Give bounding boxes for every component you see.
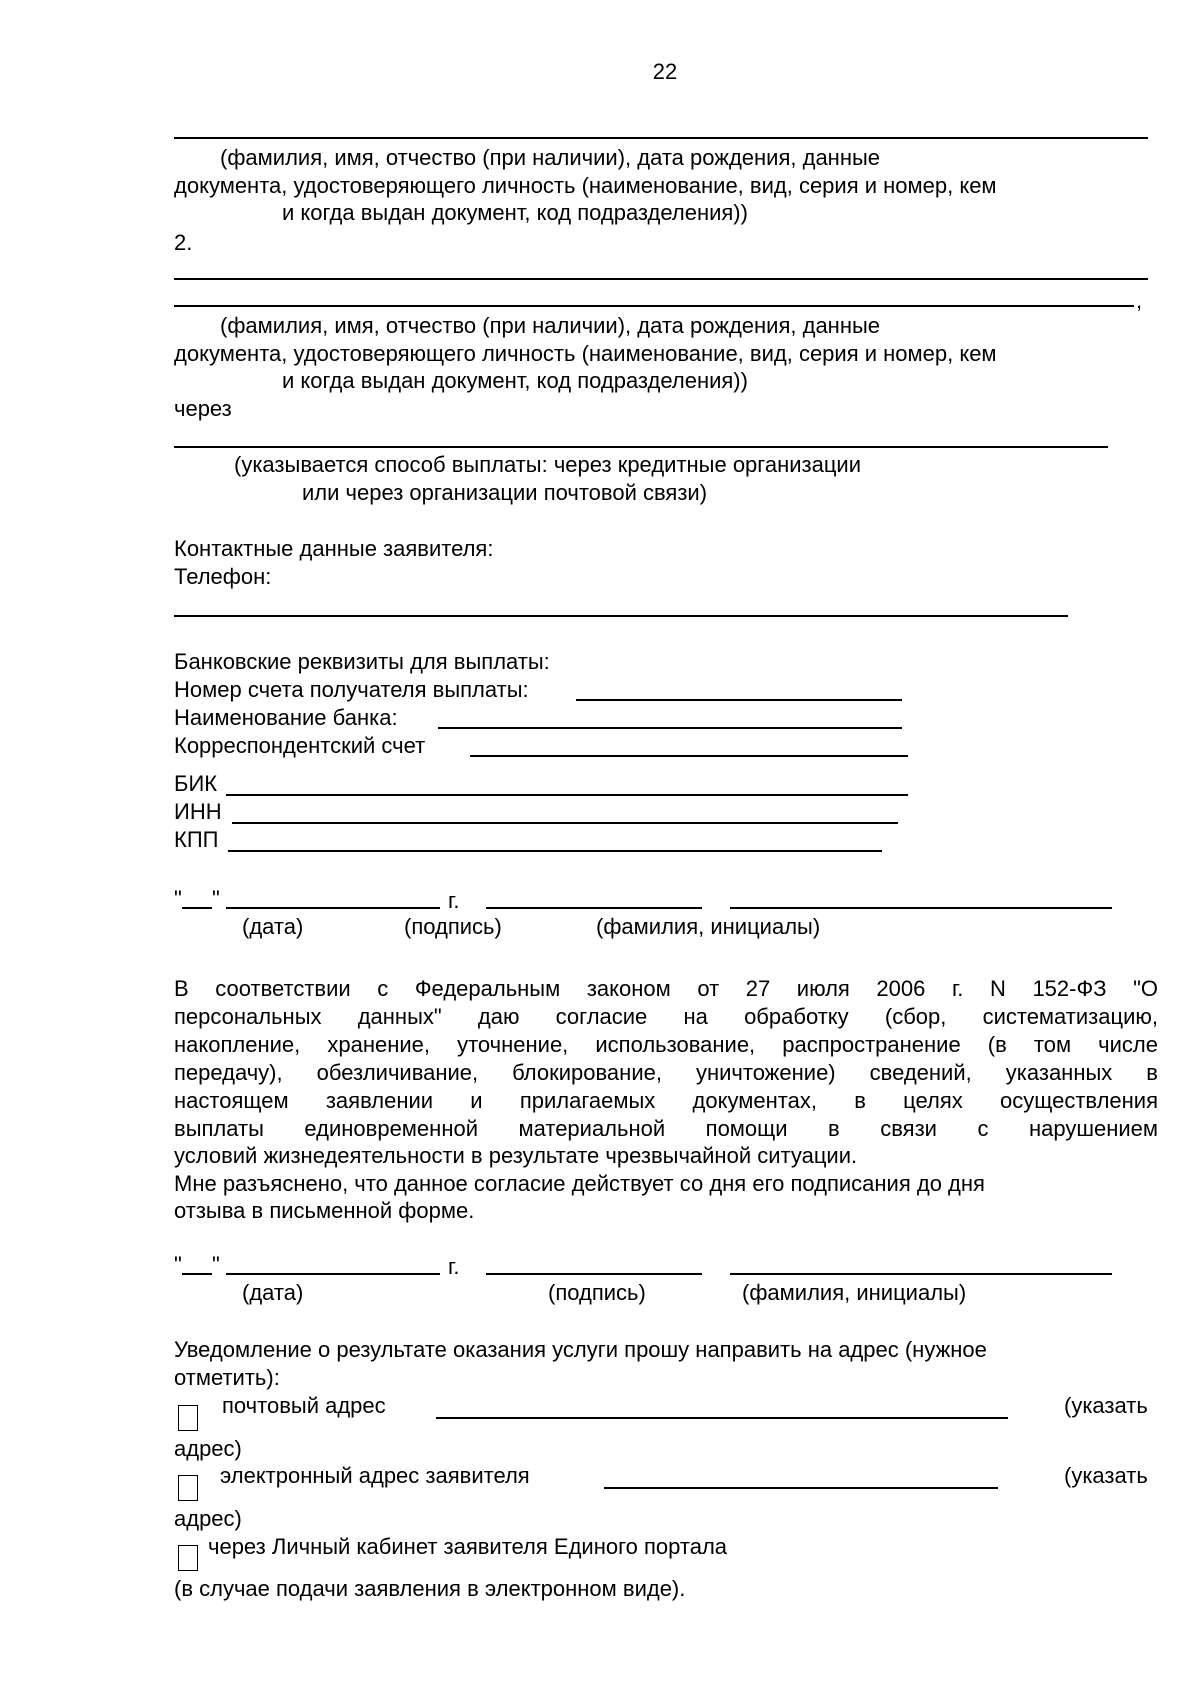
postal-address-label: почтовый адрес [222, 1393, 386, 1418]
person1-caption-line2: документа, удостоверяющего личность (наименование, вид, серия и номер, кем [174, 173, 997, 198]
phone-label: Телефон: [174, 564, 272, 589]
consent-line-2: персональных данных" даю согласие на обработку (сбор, систематизацию, [174, 1004, 1158, 1029]
account-label: Номер счета получателя выплаты: [174, 677, 529, 702]
phone-fill-line[interactable] [174, 615, 1068, 617]
notification-footer: (в случае подачи заявления в электронном виде). [174, 1576, 686, 1601]
person1-caption-line3: и когда выдан документ, код подразделения)) [282, 200, 748, 225]
sign1-quote-close: " [212, 886, 220, 911]
bank-name-label: Наименование банка: [174, 705, 398, 730]
postal-address-hint-cont: адрес) [174, 1436, 242, 1461]
sign2-name-caption: (фамилия, инициалы) [742, 1280, 967, 1305]
sign2-date-caption: (дата) [242, 1280, 304, 1305]
sign1-signature-fill-line[interactable] [486, 907, 702, 909]
sign1-name-fill-line[interactable] [730, 907, 1112, 909]
sign2-name-fill-line[interactable] [730, 1273, 1112, 1275]
person2-comma: , [1136, 288, 1143, 313]
sign1-day-fill-line[interactable] [182, 907, 212, 909]
email-address-fill-line[interactable] [604, 1487, 998, 1489]
sign2-sign-caption: (подпись) [548, 1280, 646, 1305]
consent-explain-line1: Мне разъяснено, что данное согласие действует со дня его подписания до дня [174, 1171, 985, 1196]
sign1-date-caption: (дата) [242, 914, 304, 939]
page-number: 22 [652, 59, 678, 84]
sign2-month-fill-line[interactable] [226, 1273, 440, 1275]
sign1-sign-caption: (подпись) [404, 914, 502, 939]
consent-line-6: выплаты единовременной материальной помощи в связи с нарушением [174, 1116, 1158, 1141]
bik-label: БИК [174, 771, 218, 796]
sign2-quote-close: " [212, 1252, 220, 1277]
payment-via-label: через [174, 396, 232, 421]
inn-fill-line[interactable] [232, 822, 898, 824]
email-address-checkbox[interactable] [178, 1475, 198, 1501]
person2-caption-line3: и когда выдан документ, код подразделения)) [282, 368, 748, 393]
consent-last-line: условий жизнедеятельности в результате чрезвычайной ситуации. [174, 1143, 858, 1168]
sign2-signature-fill-line[interactable] [486, 1273, 702, 1275]
kpp-fill-line[interactable] [228, 850, 882, 852]
bank-name-fill-line[interactable] [438, 727, 902, 729]
personal-cabinet-label: через Личный кабинет заявителя Единого портала [208, 1534, 728, 1559]
person2-fill-line-2[interactable] [174, 305, 1134, 307]
person2-number: 2. [174, 230, 193, 255]
notification-heading-line2: отметить): [174, 1365, 280, 1390]
consent-line-1: В соответствии с Федеральным законом от 27 июля 2006 г. N 152-ФЗ "О [174, 976, 1158, 1001]
person2-caption-line1: (фамилия, имя, отчество (при наличии), дата рождения, данные [220, 313, 881, 338]
personal-cabinet-checkbox[interactable] [178, 1545, 198, 1571]
sign1-month-fill-line[interactable] [226, 907, 440, 909]
person1-caption-line1: (фамилия, имя, отчество (при наличии), дата рождения, данные [220, 145, 881, 170]
inn-label: ИНН [174, 799, 222, 824]
postal-address-checkbox[interactable] [178, 1405, 198, 1431]
postal-address-fill-line[interactable] [436, 1417, 1008, 1419]
bik-fill-line[interactable] [226, 794, 908, 796]
consent-line-4: передачу), обезличивание, блокирование, уничтожение) сведений, указанных в [174, 1060, 1158, 1085]
account-fill-line[interactable] [576, 699, 902, 701]
corr-account-label: Корреспондентский счет [174, 733, 426, 758]
sign2-day-fill-line[interactable] [182, 1273, 212, 1275]
contacts-heading: Контактные данные заявителя: [174, 536, 494, 561]
email-address-hint-cont: адрес) [174, 1506, 242, 1531]
consent-line-5: настоящем заявлении и прилагаемых документах, в целях осуществления [174, 1088, 1158, 1113]
sign2-quote-open: " [174, 1252, 182, 1277]
sign2-year-suffix: г. [448, 1254, 460, 1279]
sign1-quote-open: " [174, 886, 182, 911]
payment-method-fill-line[interactable] [174, 446, 1108, 448]
person1-fill-line[interactable] [174, 137, 1148, 139]
email-address-hint: (указать [1064, 1463, 1148, 1488]
notification-heading-line1: Уведомление о результате оказания услуги прошу направить на адрес (нужное [174, 1337, 987, 1362]
person2-caption-line2: документа, удостоверяющего личность (наименование, вид, серия и номер, кем [174, 341, 997, 366]
corr-account-fill-line[interactable] [470, 755, 908, 757]
email-address-label: электронный адрес заявителя [220, 1463, 530, 1488]
payment-caption-line2: или через организации почтовой связи) [302, 480, 708, 505]
kpp-label: КПП [174, 827, 219, 852]
bank-heading: Банковские реквизиты для выплаты: [174, 649, 550, 674]
person2-fill-line-1[interactable] [174, 278, 1148, 280]
postal-address-hint: (указать [1064, 1393, 1148, 1418]
consent-line-3: накопление, хранение, уточнение, использование, распространение (в том числе [174, 1032, 1158, 1057]
sign1-name-caption: (фамилия, инициалы) [596, 914, 821, 939]
payment-caption-line1: (указывается способ выплаты: через кредитные организации [234, 452, 862, 477]
consent-explain-line2: отзыва в письменной форме. [174, 1198, 475, 1223]
sign1-year-suffix: г. [448, 888, 460, 913]
